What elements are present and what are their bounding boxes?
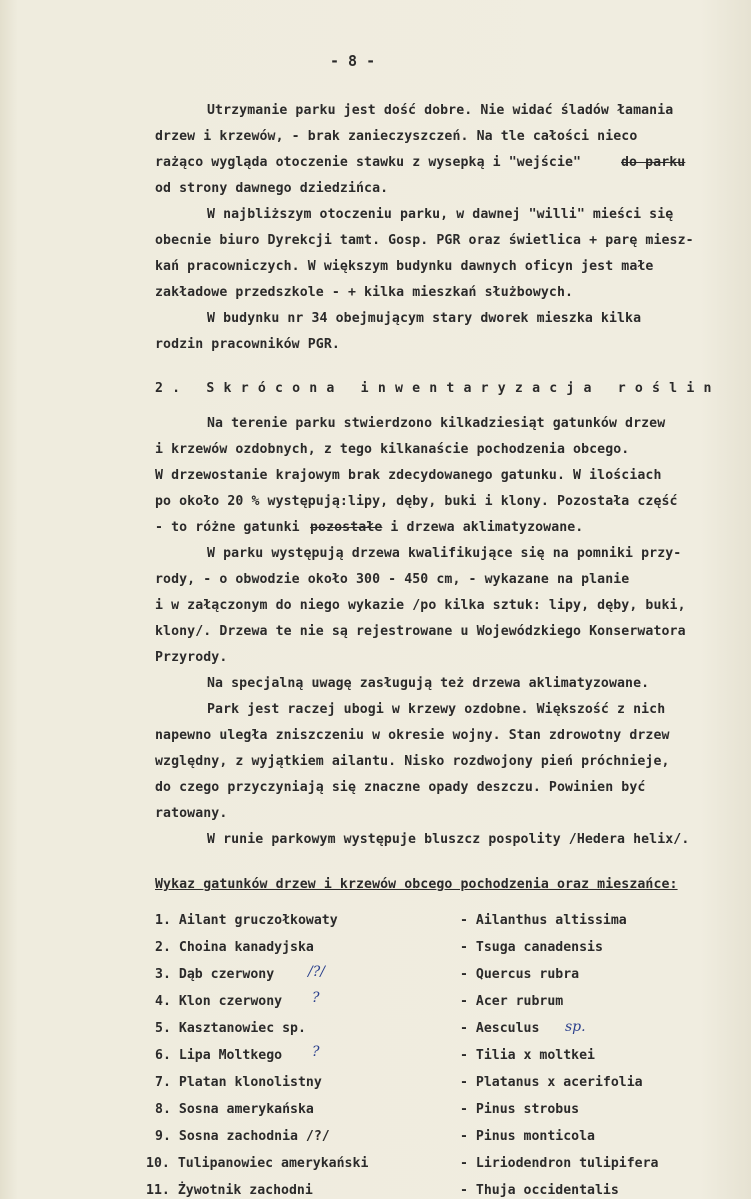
species-latin-name: - Tilia x moltkei — [460, 1048, 595, 1063]
struck-text-do-parku: do parku — [621, 155, 686, 170]
species-latin-name: - Pinus strobus — [460, 1102, 580, 1117]
text-line: zakładowe przedszkole - + kilka mieszkań służbowych. — [155, 285, 574, 300]
text-line: rodzin pracowników PGR. — [155, 337, 340, 352]
text-line: ratowany. — [155, 806, 228, 821]
text-line: klony/. Drzewa te nie są rejestrowane u Wojewódzkiego Konserwatora — [155, 624, 686, 639]
text-line: W parku występują drzewa kwalifikujące się na pomniki przy- — [207, 546, 682, 561]
text-line: Na specjalną uwagę zasługują też drzewa aklimatyzowane. — [207, 676, 650, 691]
species-number: 7. — [155, 1075, 171, 1090]
species-pl: Sosna zachodnia /?/ — [178, 1129, 330, 1144]
species-number: 10. — [146, 1156, 170, 1171]
text-line: kań pracowniczych. W większym budynku dawnych oficyn jest małe — [155, 259, 654, 274]
species-polish-name — [155, 1048, 282, 1063]
species-pl: Kasztanowiec sp. — [178, 1021, 306, 1036]
species-number: 9. — [155, 1129, 171, 1144]
species-polish-name — [155, 913, 338, 928]
text-line: obecnie biuro Dyrekcji tamt. Gosp. PGR oraz świetlica + parę miesz- — [155, 233, 694, 248]
species-polish-name — [155, 1102, 314, 1117]
species-polish-name — [155, 1021, 306, 1036]
text-line: rażąco wygląda otoczenie stawku z wysepką i "wejście" — [155, 155, 590, 170]
text-line: do czego przyczyniają się znaczne opady deszczu. Powinien być — [155, 780, 646, 795]
species-pl: Żywotnik zachodni — [177, 1183, 313, 1198]
species-polish-name — [155, 940, 314, 955]
species-pl: Dąb czerwony — [178, 967, 275, 982]
text-line: - to różne gatunki — [155, 520, 308, 535]
section-heading: 2. Skrócona inwentaryzacja roślin — [155, 381, 721, 396]
text-line: W drzewostanie krajowym brak zdecydowanego gatunku. W ilościach — [155, 468, 662, 483]
species-polish-name — [146, 1183, 313, 1198]
text-line: W runie parkowym występuje bluszcz pospolity /Hedera helix/. — [207, 832, 690, 847]
species-pl: Tulipanowiec amerykański — [177, 1156, 369, 1171]
species-polish-name — [146, 1156, 368, 1171]
text-line: Utrzymanie parku jest dość dobre. Nie widać śladów łamania — [207, 103, 674, 118]
text-line: rody, - o obwodzie około 300 - 450 cm, - wykazane na planie — [155, 572, 630, 587]
species-latin-name: - Pinus monticola — [460, 1129, 595, 1144]
text-line: Na terenie parku stwierdzono kilkadziesiąt gatunków drzew — [207, 416, 666, 431]
species-pl: Klon czerwony — [178, 994, 283, 1009]
handwritten-note: /?/ — [308, 964, 325, 980]
species-number: 6. — [155, 1048, 171, 1063]
species-latin-name: - Platanus x acerifolia — [460, 1075, 643, 1090]
species-pl: Lipa Moltkego — [178, 1048, 283, 1063]
text-line: względny, z wyjątkiem ailantu. Nisko rozdwojony pień próchnieje, — [155, 754, 670, 769]
list-title: Wykaz gatunków drzew i krzewów obcego pochodzenia oraz mieszańce: — [155, 877, 678, 892]
species-pl: Platan klonolistny — [178, 1075, 322, 1090]
species-number: 3. — [155, 967, 171, 982]
species-number: 2. — [155, 940, 171, 955]
species-number: 1. — [155, 913, 171, 928]
species-latin-name: - Aesculus — [460, 1021, 540, 1036]
struck-text-pozostale: pozostałe — [310, 520, 383, 535]
species-number: 11. — [146, 1183, 170, 1198]
species-pl: Choina kanadyjska — [178, 940, 314, 955]
species-polish-name — [155, 1129, 330, 1144]
text-line: od strony dawnego dziedzińca. — [155, 181, 389, 196]
handwritten-note: sp. — [565, 1019, 586, 1035]
text-line: Przyrody. — [155, 650, 228, 665]
species-polish-name — [155, 994, 282, 1009]
species-latin-name: - Acer rubrum — [460, 994, 564, 1009]
species-polish-name — [155, 967, 274, 982]
species-polish-name — [155, 1075, 322, 1090]
line-tail: i drzewa aklimatyzowane. — [382, 520, 584, 535]
species-latin-name: - Ailanthus altissima — [460, 913, 627, 928]
text-line: napewno uległa zniszczeniu w okresie wojny. Stan zdrowotny drzew — [155, 728, 670, 743]
species-pl: Ailant gruczołkowaty — [178, 913, 338, 928]
text-line: i krzewów ozdobnych, z tego kilkanaście pochodzenia obcego. — [155, 442, 630, 457]
text-line: i w załączonym do niego wykazie /po kilka sztuk: lipy, dęby, buki, — [155, 598, 686, 613]
species-latin-name: - Tsuga canadensis — [460, 940, 603, 955]
text-line: Park jest raczej ubogi w krzewy ozdobne. Większość z nich — [207, 702, 666, 717]
text-line: drzew i krzewów, - brak zanieczyszczeń. Na tle całości nieco — [155, 129, 638, 144]
handwritten-note: ? — [312, 1044, 320, 1060]
species-number: 8. — [155, 1102, 171, 1117]
text-line: po około 20 % występują:lipy, dęby, buki i klony. Pozostała część — [155, 494, 678, 509]
text-line: W najbliższym otoczeniu parku, w dawnej "willi" mieści się — [207, 207, 674, 222]
species-latin-name: - Liriodendron tulipifera — [460, 1156, 659, 1171]
species-number: 5. — [155, 1021, 171, 1036]
species-pl: Sosna amerykańska — [178, 1102, 314, 1117]
struck-line-continuation — [310, 520, 583, 536]
species-latin-name: - Thuja occidentalis — [460, 1183, 619, 1198]
species-number: 4. — [155, 994, 171, 1009]
text-line: W budynku nr 34 obejmującym stary dworek mieszka kilka — [207, 311, 642, 326]
species-latin-name: - Quercus rubra — [460, 967, 580, 982]
handwritten-note: ? — [312, 990, 320, 1006]
page-number: - 8 - — [330, 52, 376, 70]
